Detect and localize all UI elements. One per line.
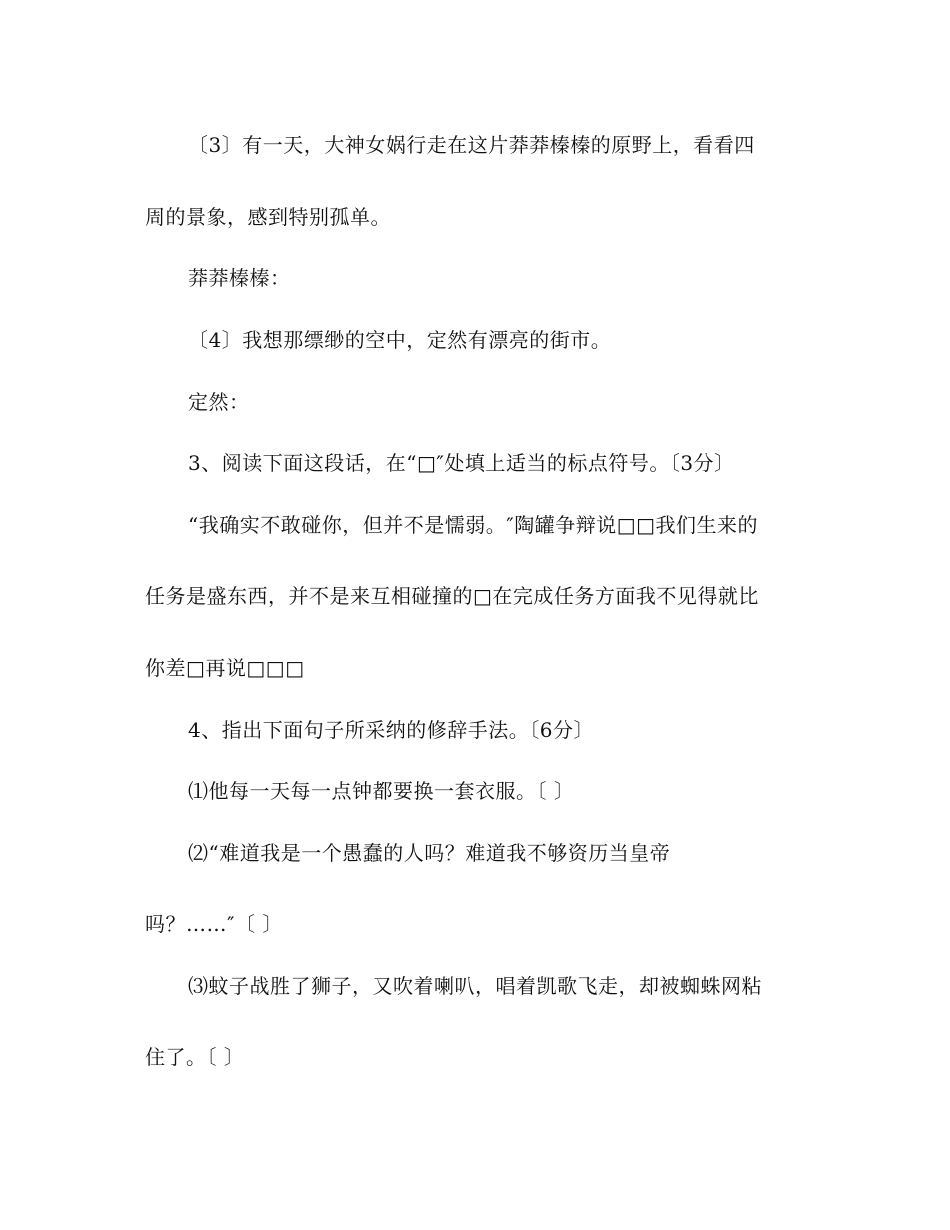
text-line-q2-3: 〔3〕有一天，大神女娲行走在这片莽莽榛榛的原野上，看看四 xyxy=(188,133,755,157)
question-4-item-3: ⑶蚊子战胜了狮子，又吹着喇叭，唱着凯歌飞走，却被蜘蛛网粘 xyxy=(188,974,762,998)
question-3-heading: 3、阅读下面这段话，在“□″处填上适当的标点符号。〔3分〕 xyxy=(188,451,735,475)
text-line-q2-4: 〔4〕我想那缥缈的空中，定然有漂亮的街市。 xyxy=(188,328,612,352)
question-4-heading: 4、指出下面句子所采纳的修辞手法。〔6分〕 xyxy=(188,718,594,742)
question-4-item-2: ⑵“难道我是一个愚蠢的人吗？难道我不够资历当皇帝 xyxy=(188,841,671,865)
passage-line-3: 你差□再说□□□ xyxy=(145,656,305,680)
text-line-q2-3-cont: 周的景象，感到特别孤单。 xyxy=(145,205,391,229)
passage-line-2: 任务是盛东西，并不是来互相碰撞的□在完成任务方面我不见得就比 xyxy=(145,584,759,608)
question-4-item-3-cont: 住了。〔 〕 xyxy=(145,1045,245,1069)
passage-line-1: “我确实不敢碰你，但并不是懦弱。″陶罐争辩说□□我们生来的 xyxy=(188,513,758,537)
question-4-item-1: ⑴他每一天每一点钟都要换一套衣服。〔 〕 xyxy=(188,779,575,803)
answer-label-dingran: 定然： xyxy=(188,390,250,414)
question-4-item-2-cont: 吗？……″〔 〕 xyxy=(145,912,283,936)
answer-label-mangmang: 莽莽榛榛： xyxy=(188,266,291,290)
